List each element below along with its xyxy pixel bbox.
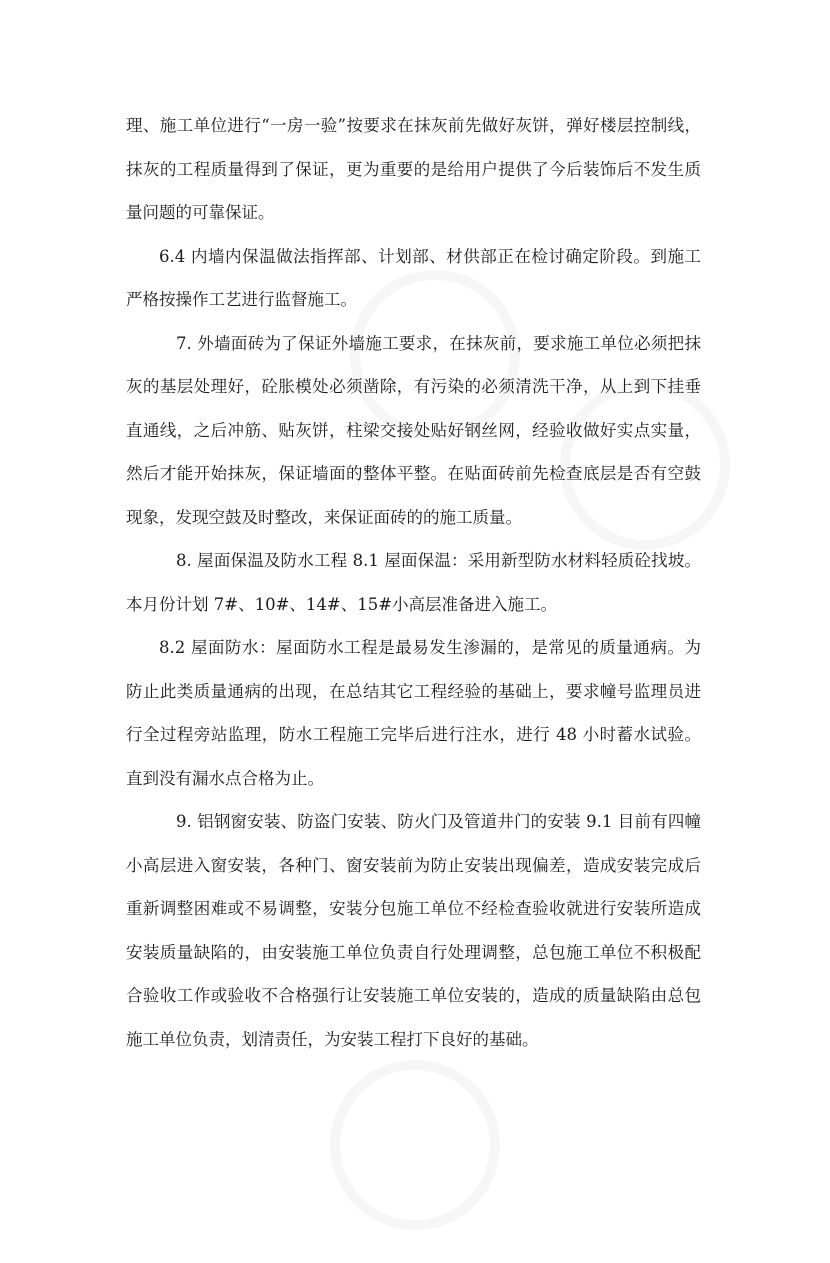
- paragraph: 8. 屋面保温及防水工程 8.1 屋面保温：采用新型防水材料轻质砼找坡。本月份计划 7#、10#、14#、15#小高层准备进入施工。: [126, 551, 701, 614]
- paragraph: 理、施工单位进行“一房一验”按要求在抹灰前先做好灰饼，弹好楼层控制线，抹灰的工程质量得到了保证，更为重要的是给用户提供了今后装饰后不发生质量问题的可靠保证。: [126, 116, 701, 222]
- paragraph: 7. 外墙面砖为了保证外墙施工要求，在抹灰前，要求施工单位必须把抹灰的基层处理好，砼胀模处必须凿除，有污染的必须清洗干净，从上到下挂垂直通线，之后冲筋、贴灰饼，柱梁交接处贴好钢丝网，经验收做好实点实量，然后才能开始抹灰，保证墙面的整体平整。在贴面砖前先检查底层是否有空鼓现象，发现空鼓及时整改，来保证面砖的的施工质量。: [126, 333, 701, 527]
- document-body: [126, 104, 701, 1061]
- paragraph: 6.4 内墙内保温做法指挥部、计划部、材供部正在检讨确定阶段。到施工严格按操作工艺进行监督施工。: [126, 246, 701, 309]
- paragraph: 9. 铝钢窗安装、防盗门安装、防火门及管道井门的安装 9.1 目前有四幢小高层进入窗安装，各种门、窗安装前为防止安装出现偏差，造成安装完成后重新调整困难或不易调整，安装分包施工单位不经检查验收就进行安装所造成安装质量缺陷的，由安装施工单位负责自行处理调整，总包施工单位不积极配合验收工作或验收不合格强行让安装施工单位安装的，造成的质量缺陷由总包施工单位负责，划清责任，为安装工程打下良好的基础。: [126, 812, 701, 1049]
- watermark-seal: [297, 1027, 534, 1263]
- paragraph: 8.2 屋面防水：屋面防水工程是最易发生渗漏的，是常见的质量通病。为防止此类质量通病的出现，在总结其它工程经验的基础上，要求幢号监理员进行全过程旁站监理，防水工程施工完毕后进行注水，进行 48 小时蓄水试验。直到没有漏水点合格为止。: [126, 638, 701, 788]
